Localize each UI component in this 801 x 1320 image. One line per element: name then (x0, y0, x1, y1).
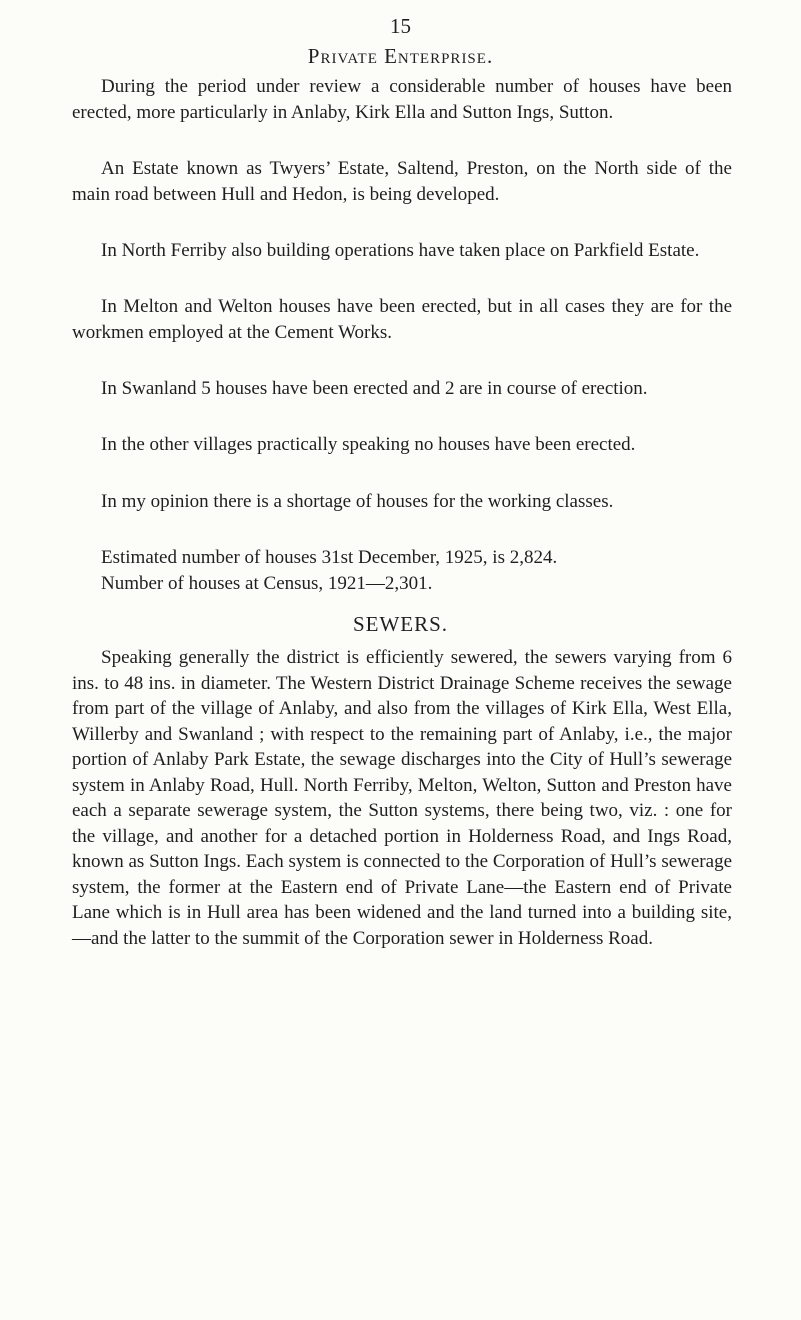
sewers-heading: SEWERS. (352, 612, 449, 636)
estimated-houses-line: Estimated number of houses 31st December, 1925, is 2,824. (101, 547, 558, 568)
census-houses-line: Number of houses at Census, 1921—2,301. (101, 573, 433, 594)
paragraph-north-ferriby: In North Ferriby also building operations have taken place on Parkfield Estate. (101, 240, 700, 261)
private-enterprise-heading: Private Enterprise. (307, 44, 494, 68)
paragraph-sewers: Speaking generally the district is efficiently sewered, the sewers varying from 6 ins. to 48 ins. in diameter. The Western District Drainage Scheme receives the sewage from part of the village of Anlaby, and also from the villages of Kirk Ella, West Ella, Willerby and Swanland ; with respect to the remaining part of Anlaby, i.e., the major portion of Anlaby Park Estate, the sewage discharges into the City of Hull’s sewerage system in Anlaby Road, Hull. North Ferriby, Melton, Welton, Sutton and Preston have each a separate sewerage system, the Sutton systems, there being two, viz. : one for the village, and another for a detached portion in Holderness Road, and Ings Road, known as Sutton Ings. Each system is connected to the Corporation of Hull’s sewerage system, the former at the Eastern end of Private Lane—the Eastern end of Private Lane which is in Hull area has been widened and the land turned into a building site,—and the latter to the summit of the Corporation sewer in Holderness Road. (72, 647, 732, 949)
paragraph-swanland: In Swanland 5 houses have been erected and 2 are in course of erection. (101, 378, 648, 399)
page-number: 15 (390, 14, 411, 38)
paragraph-houses-erected: During the period under review a considerable number of houses have been erected, more particularly in Anlaby, Kirk Ella and Sutton Ings, Sutton. (72, 76, 732, 123)
paragraph-shortage: In my opinion there is a shortage of houses for the working classes. (101, 491, 614, 512)
paragraph-other-villages: In the other villages practically speaking no houses have been erected. (101, 434, 636, 455)
paragraph-melton-welton: In Melton and Welton houses have been erected, but in all cases they are for the workmen employed at the Cement Works. (72, 296, 732, 343)
paragraph-twyers-estate: An Estate known as Twyers’ Estate, Saltend, Preston, on the North side of the main road between Hull and Hedon, is being developed. (72, 158, 732, 205)
